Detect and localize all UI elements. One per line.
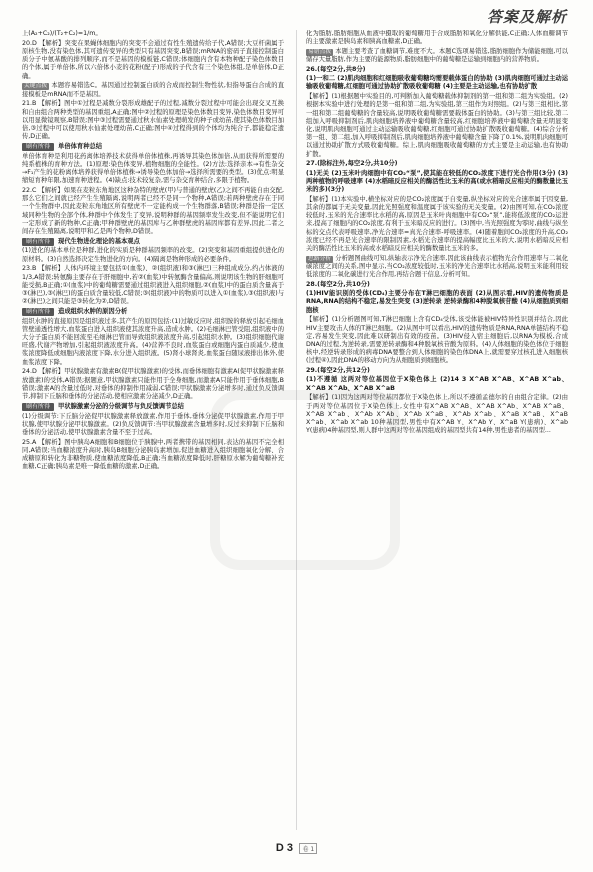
watermark-seal-icon bbox=[210, 390, 400, 570]
paragraph-text: 【解析】(1)本实验中,横坐标对应的是CO₂浓度属于自变量,纵坐标对应的光合速率属于因变量,其余的都属于无关变量,因此光照强度和温度属于该实验的无关变量。(2)由图可知,在CO₂浓度较低时,玉米的光合速率比水稻的高,原因是玉米叶肉细胞中有CO₂“泵”,能将低浓度的CO₂运进来,提高了细胞内的CO₂浓度,有利于玉米暗反应的进行。(3)图中,当光照强度为零时,曲线与纵坐标的交点代表呼吸速率,净光合速率=真光合速率-呼吸速率。(4)随着胞间CO₂浓度的升高,CO₂浓度已经不再是光合速率的限制因素,水稻光合速率的提高幅度比玉米的大,说明水稻暗反应相关的酶活性比玉米的高或水稻暗反应相关的酶数量比玉米的多。 bbox=[306, 195, 568, 253]
paragraph-text: 【解析】(1)根据题中实验目的,可判断加入葡萄糖载体抑制剂的第一组和第二组为实验组。(2)根据本实验中进行处理的是第一组和第二组,为实验组,第三组作为对照组。(2)与第三组相比,第一组和第二组葡萄糖的含量较高,说明吸收葡萄糖需要载体蛋白的协助。(3)与第三组比较,第二组加入呼吸抑制剂后,肌肉细胞培养液中葡萄糖含量较高,红细胞培养液中葡萄糖含量无明显变化,说明肌肉细胞可通过主动运输吸收葡萄糖,红细胞可通过协助扩散吸收葡萄糖。(4)综合分析第一组、第二组,加入呼吸抑制剂后,肌肉细胞培养液中葡萄糖含量下降了0.1%,说明肌肉细胞可以通过协助扩散方式吸收葡萄糖。综上,肌肉细胞吸收葡萄糖的方式主要是主动运输,也有协助扩散。 bbox=[306, 93, 568, 158]
section-heading bbox=[22, 308, 284, 316]
paragraph-text: 化为脂肪,脂肪细胞从血液中摄取的葡萄糖用于合成脂肪和氧化分解供能,C正确;人体血糖调节的主要激素是胰岛素和胰高血糖素,D正确。 bbox=[306, 30, 568, 46]
explanation-paragraph bbox=[306, 30, 568, 46]
paragraph-text: 本题主要考查了血糖调节,难度不大。本题C选项易错选,脂肪细胞作为储能细胞,可以储存大量脂肪,作为主要的能源物质,脂肪细胞中的葡萄糖是运输到细胞内的营养物质。 bbox=[306, 48, 568, 64]
page-header bbox=[0, 0, 593, 30]
explanation-paragraph bbox=[306, 316, 568, 365]
paragraph-text: (1)一和二 (2)肌肉细胞和红细胞吸收葡萄糖均需要载体蛋白的协助 (3)肌肉细胞可通过主动运输吸收葡萄糖,红细胞可通过协助扩散吸收葡萄糖 (4)主要是主动运输,也有协助扩散 bbox=[306, 75, 568, 91]
tip-badge: 易错点拨 bbox=[308, 49, 332, 55]
paragraph-text: 上(A₂+C₂)/(T₂+C₂)=1/m。 bbox=[22, 30, 102, 37]
paragraph-text: 组织水肿的直接原因是组织液过多,其产生的原因包括:(1)过敏反应时,组织胺的释放引起毛细血管壁通透性增大,血浆蛋白进入组织液使其浓度升高,造成水肿。(2)毛细淋巴管受阻,组织液中的大分子蛋白质不能回流至毛细淋巴管而导致组织液浓度升高,引起组织水肿。(3)组织细胞代谢旺盛,代谢产物增加,引起组织液浓度升高。(4)营养不良时,血浆蛋白或细胞内蛋白质减少,使血浆浓度降低或细胞内液浓度下降,水分进入组织液。(5)肾小球肾炎,血浆蛋白随尿液排出体外,使血浆浓度下降。 bbox=[22, 317, 284, 366]
paragraph-text: (1)不遵循 这两对等位基因位于X染色体上 (2)14 3 X^AB X^AB、X^AB X^ab、X^AB X^Ab、X^AB X^aB bbox=[306, 376, 568, 392]
paragraph-text: (1)进化的基本单位是种群,进化的实质是种群基因频率的改变。(2)突变和基因重组提供进化的原材料。(3)自然选择决定生物进化的方向。(4)隔离是物种形成的必要条件。 bbox=[22, 247, 284, 263]
explanation-paragraph bbox=[22, 265, 284, 306]
section-title: 现代生物进化理论的基本观点 bbox=[58, 238, 140, 246]
question-heading bbox=[306, 367, 568, 375]
paragraph-text: 22.C 【解析】如果在麦粒东角地区这种杂特的壁虎(甲)与普通的壁虎(乙)之间不再能自由交配,那么它们之间就已经产生生殖隔离,说明两者已经不是同一个物种,A错误;若两种壁虎存在于同一个生物群中,因此麦粒东角地区所有壁虎不一定能构成一个生物群落,B错误;种群是指一定区域同种生物的全部个体,种群中个体发生了变异,说明种群的基因频率发生改变,但不能说明它们一定形成了新的物种,C正确;甲种群壁虎的基因库与乙种群壁虎的基因库都有差异,因此二者之间存在生殖隔离,说明甲和乙是两个物种,D错误。 bbox=[22, 187, 284, 236]
paragraph-text: 分析题图曲线可知,纵轴表示净光合速率,因此该曲线表示植物光合作用速率与二氧化碳浓度之间的关系,图中显示,当CO₂浓度较低时,玉米的净光合速率比水稻高,说明玉米能利用较低浓度的二氧化碳进行光合作用,再结合题干信息,分析可知。 bbox=[306, 254, 568, 279]
answer-text bbox=[306, 290, 568, 315]
section-heading bbox=[22, 238, 284, 246]
paragraph-text: 【解析】(1)分析题图可知,T淋巴细胞上含有CD₄受体,该受体能被HIV特异性识别并结合,因此HIV主要攻击人体的T淋巴细胞。(2)从图中可以看出,HIV的遗传物质是RNA,RNA单链结构不稳定,容易发生突变,因此难以研制出有效的疫苗。(3)HIV侵入宿主细胞后,以RNA为模板,合成DNA的过程,为逆转录,需要逆转录酶和4种脱氧核苷酸为原料。(4)人体细胞的染色体位于细胞核中,经逆转录形成的病毒DNA要整合到人体细胞的染色体DNA上,就需要穿过核孔进入细胞核(过程④),因此DNA的移动方向为从细胞质到细胞核。 bbox=[306, 316, 568, 365]
section-title: 单倍体育种总结 bbox=[58, 143, 103, 151]
paragraph-text: 20.D 【解析】突变在果蝇体细胞内的突变不会通过有性生殖遗传给子代,A错误;大豆杆菌属于原核生物,没有染色体,其可遗传变异的类型只有基因突变,B错误;mRNA的密码子直接控制蛋白质分子中氨基酸的排列顺序,而不是基因的模板链,C错误;体细胞内含有本物种配子染色体数目的个体,属于单倍体,所以六倍体小麦的花粉(配子)形成的子代含有三个染色体组,是单倍体,D正确。 bbox=[22, 39, 284, 80]
section-tag-label: 刷有所得 bbox=[22, 238, 54, 246]
paragraph-text: 25.A 【解析】图中胰岛A细胞和B细胞位于胰腺中,两者携带的基因相同,表达的基因不完全相同,A错误;当血糖浓度升高时,胰岛B细胞分泌胰岛素增加,促进血糖进入组织细胞氧化分解、合成糖原和转化为非糖物质,使血糖浓度降低,B正确;当血糖浓度降低时,肝糖原水解为葡萄糖补充血糖,C正确;胰岛素是唯一降低血糖的激素,D正确。 bbox=[22, 438, 284, 471]
explanation-paragraph bbox=[306, 93, 568, 159]
paragraph-text: 24.D 【解析】甲状腺激素有激素B(促甲状腺激素)的受体,而垂体细胞有激素A(促甲状腺激素释放激素)的受体,A错误;据题意,甲状腺激素只能作用于全身细胞,而激素A只能作用于垂体细胞,B错误;激素A的含量过低时,对垂体的抑制作用减弱,C错误;甲状腺激素分泌增多时,通过负反馈调节,抑制下丘脑和垂体的分泌活动,使相应激素分泌减少,D正确。 bbox=[22, 368, 284, 401]
section-tag-label: 刷有所得 bbox=[22, 143, 54, 151]
paragraph-text: (1)HIV能识别的受体(CD₄)主要分布在T淋巴细胞的表面 (2)从图示看,HIV的遗传物质是RNA,RNA的结构不稳定,易发生突变 (3)逆转录 逆转录酶和4种脱氧核苷酸 (4)从细胞质到细胞核 bbox=[306, 290, 568, 314]
paragraph-text: 单倍体育种是利用花药离体培养技术获得单倍体植株,再诱导其染色体加倍,从而获得所需要的纯系植株的育种方法。(1)原理:染色体变异,植物细胞的全能性。(2)方法:选择亲本→有性杂交→F₁产生的花粉离体培养获得单倍体植株→诱导染色体加倍→选择所需要的类型。(3)优点:明显缩短育种年限,加速育种进程。(4)缺点:技术较复杂,需与杂交育种结合,多限于植物。 bbox=[22, 152, 284, 185]
paragraph-text: 26.(每空2分,共8分) bbox=[306, 66, 366, 73]
volume-badge: 卷 1 bbox=[299, 843, 317, 854]
section-heading bbox=[22, 143, 284, 151]
paragraph-text: 【解析】(1)因为这两对等位基因都位于X染色体上,所以不遵循孟德尔的自由组合定律。(2)由于两对等位基因位于X染色体上,女性中有X^AB X^AB、X^AB X^Ab、X^AB X^aB、X^AB X^ab、X^Ab X^Ab、X^Ab X^aB、X^Ab X^ab、X^aB X^aB、X^aB X^ab、X^ab X^ab 10种基因型,男性中有X^AB Y、X^Ab Y、X^aB Y(患病)、X^ab Y(患病)4种基因型,则人群中这两对等位基因组成的基因型共有14种,男性患者的基因型... bbox=[306, 394, 568, 435]
section-tag-label: 刷有所得 bbox=[22, 308, 54, 316]
paragraph-text: (1)分级调节:下丘脑分泌促甲状腺激素释放激素,作用于垂体,垂体分泌促甲状腺激素,作用于甲状腺,使甲状腺分泌甲状腺激素。(2)负反馈调节:当甲状腺激素含量增多时,反过来抑制下丘脑和垂体的分泌活动,使甲状腺激素含量不至于过高。 bbox=[22, 412, 284, 436]
section-tag-label: 刷有所得 bbox=[22, 403, 54, 411]
answer-text bbox=[306, 75, 568, 91]
paragraph-text: 23.B 【解析】人体内环境主要包括①(血浆)、②(组织液)和③(淋巴)三种组成成分,约占体液的1/3,A错误;转氨酶主要存在于肝细胞中,若②(血浆)中转氨酶含量偏高,则说明该生物的肝细胞可能受损,B正确;①(血浆)中的葡萄糖需要通过组织液进入组织细胞,②(血浆)中的蛋白质含量高于③(淋巴),③(淋巴)的蛋白质含量较低,C错误;③(组织液)中的物质可以进入①(血浆),③(组织液)与②(淋巴)之间只能是③转化为②,D错误。 bbox=[22, 265, 284, 306]
explanation-paragraph bbox=[22, 247, 284, 263]
question-heading bbox=[306, 66, 568, 74]
tip-badge: 关键点拨 bbox=[24, 83, 48, 90]
header-title: 答案及解析 bbox=[486, 8, 567, 26]
answer-text bbox=[306, 170, 568, 195]
paragraph-text: 27.(除标注外,每空2分,共10分) bbox=[306, 160, 398, 168]
explanation-paragraph bbox=[22, 187, 284, 236]
page-footer bbox=[0, 842, 593, 862]
explanation-paragraph bbox=[22, 318, 284, 367]
tip-badge: 思路分析 bbox=[308, 255, 332, 262]
explanation-paragraph bbox=[22, 30, 284, 38]
section-title: 造成组织水肿的原因分析 bbox=[58, 308, 128, 316]
explanation-paragraph bbox=[22, 153, 284, 186]
section-title: 甲状腺激素分泌的分级调节与负反馈调节总结 bbox=[58, 403, 184, 411]
paragraph-text: 29.(每空2分,共12分) bbox=[306, 367, 370, 375]
page-number: D 3 bbox=[275, 842, 293, 854]
paragraph-text: (1)无关 (2)玉米叶肉细胞中有CO₂“泵”,使其能在较低的CO₂浓度下进行光合作用(3分) (3)两种植物的呼吸速率 (4)水稻暗反应相关的酶活性比玉米的高(或水稻暗反应相关的酶数量比玉米的多)(3分) bbox=[306, 169, 568, 194]
paragraph-text: 21.B 【解析】图中①过程是减数分裂形成雄配子的过程,减数分裂过程中可能会出现交叉互换和自由组合两种类型的基因重组,A正确;图中②过程的原理是染色体数目变异,染色体数目变异可以用显微镜观察,B错误;图中③过程需要通过秋水仙素处理萌发的种子或幼苗,使其染色体数目加倍,③过程中可以使用秋水仙素处理幼苗,C正确;图中④过程得到的个体均为纯合子,都能稳定遗传,D正确。 bbox=[22, 100, 284, 141]
question-heading bbox=[306, 281, 568, 289]
question-heading bbox=[306, 160, 568, 168]
explanation-paragraph bbox=[22, 100, 284, 141]
explanation-paragraph bbox=[22, 82, 284, 98]
explanation-paragraph bbox=[306, 196, 568, 253]
paragraph-text: 28.(每空2分,共10分) bbox=[306, 281, 370, 289]
paragraph-text: 本题容易错选C。基因通过控制蛋白质的合成而控制生物性状,但指导蛋白合成的直接模板是mRNA而不是基因。 bbox=[22, 82, 284, 98]
explanation-paragraph bbox=[306, 255, 568, 280]
explanation-paragraph bbox=[22, 40, 284, 81]
explanation-paragraph bbox=[306, 48, 568, 64]
